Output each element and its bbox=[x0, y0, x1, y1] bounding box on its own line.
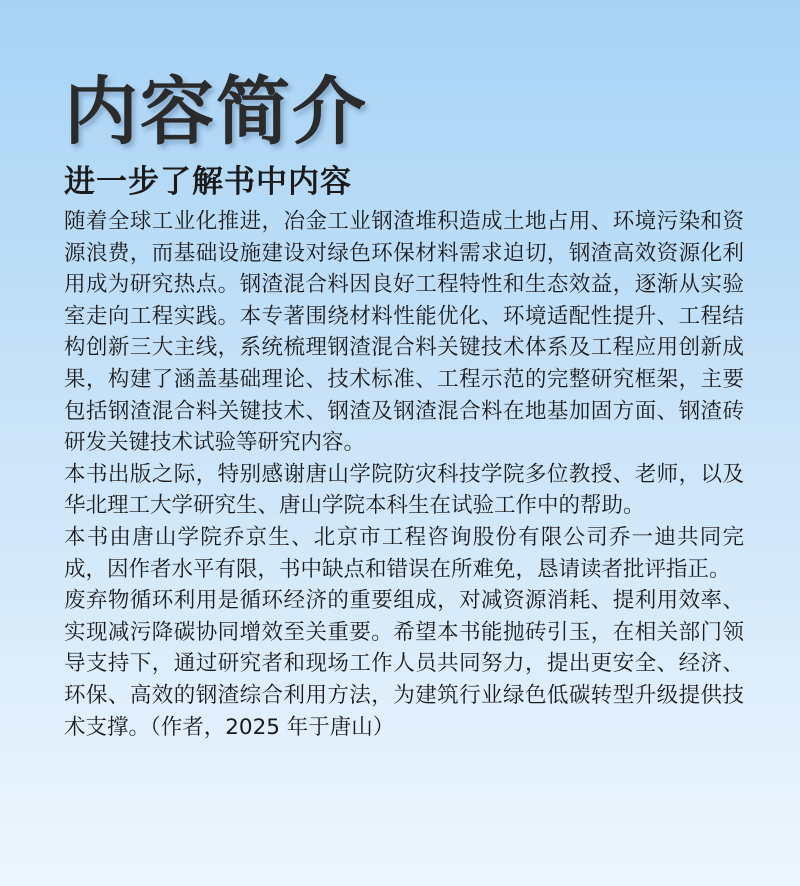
page-title: 内容简介 bbox=[64, 69, 368, 155]
intro-body bbox=[64, 206, 744, 743]
page-subtitle: 进一步了解书中内容 bbox=[64, 164, 352, 200]
intro-paragraph-1: 随着全球工业化推进，冶金工业钢渣堆积造成土地占用、环境污染和资源浪费，而基础设施建设对绿色环保材料需求迫切，钢渣高效资源化利用成为研究热点。钢渣混合料因良好工程特性和生态效益，逐渐从实验室走向工程实践。本专著围绕材料性能优化、环境适配性提升、工程结构创新三大主线，系统梳理钢渣混合料关键技术体系及工程应用创新成果，构建了涵盖基础理论、技术标准、工程示范的完整研究框架，主要包括钢渣混合料关键技术、钢渣及钢渣混合料在地基加固方面、钢渣砖研发关键技术试验等研究内容。 bbox=[64, 209, 744, 456]
intro-paragraph-4: 废弃物循环利用是循环经济的重要组成，对减资源消耗、提利用效率、实现减污降碳协同增效至关重要。希望本书能抛砖引玉，在相关部门领导支持下，通过研究者和现场工作人员共同努力，提出更安全、经济、环保、高效的钢渣综合利用方法，为建筑行业绿色低碳转型升级提供技术支撑。（作者，2025 年于唐山） bbox=[64, 588, 744, 740]
intro-paragraph-2: 本书出版之际，特别感谢唐山学院防灾科技学院多位教授、老师，以及华北理工大学研究生、唐山学院本科生在试验工作中的帮助。 bbox=[64, 461, 744, 519]
intro-paragraph-3: 本书由唐山学院乔京生、北京市工程咨询股份有限公司乔一迪共同完成，因作者水平有限，书中缺点和错误在所难免，恳请读者批评指正。 bbox=[64, 524, 744, 582]
